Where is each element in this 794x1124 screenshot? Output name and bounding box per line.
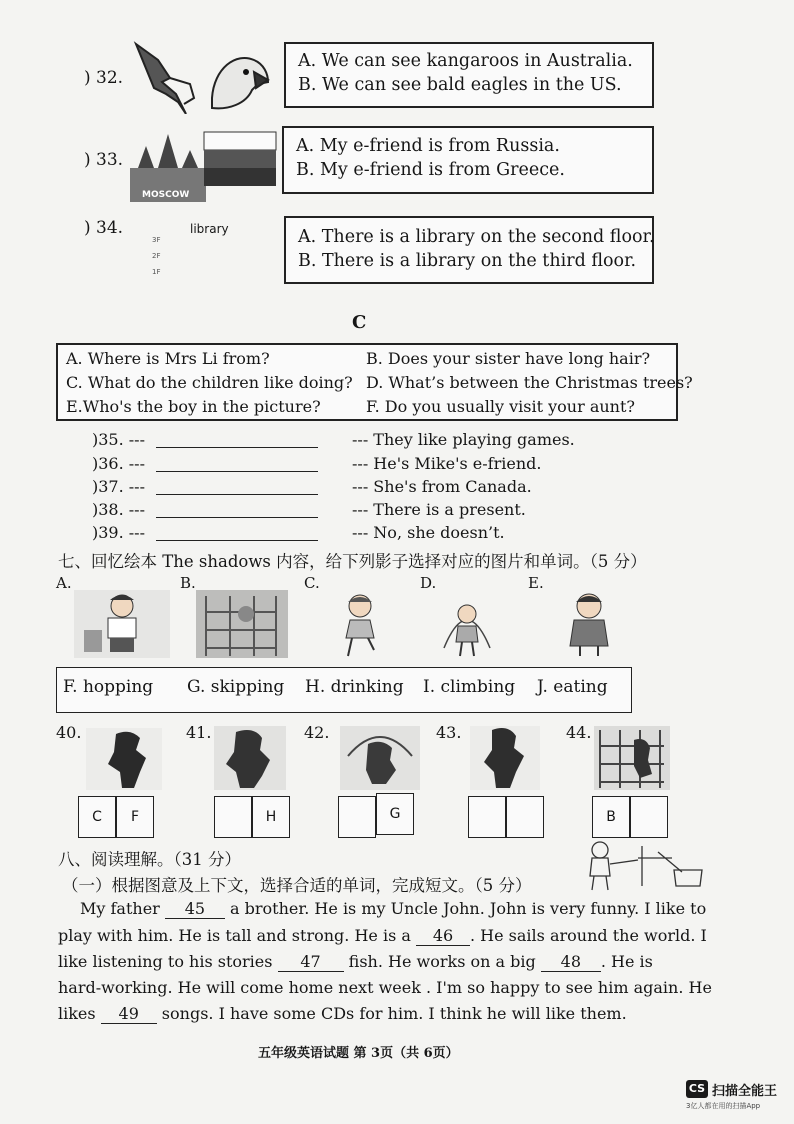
- shadow-44-number: 44.: [566, 723, 592, 742]
- shadow-41-picture-answer[interactable]: [214, 796, 252, 838]
- option-c: C. What do the children like doing?: [66, 373, 353, 392]
- q35-answer: --- They like playing games.: [352, 430, 575, 449]
- word-option-f: F. hopping: [63, 677, 154, 697]
- page-footer: 五年级英语试题 第 3页（共 6页）: [258, 1046, 459, 1061]
- library-label: library: [190, 222, 229, 236]
- picture-d-girl-skipping: [438, 598, 496, 658]
- q37-answer: --- She's from Canada.: [352, 477, 532, 496]
- pic-letter-a: A.: [56, 574, 72, 592]
- library-floor-image: library 3F 2F 1F: [152, 222, 229, 276]
- question-34-number: ) 34.: [84, 218, 124, 238]
- camscanner-app-name: 扫描全能王: [712, 1084, 778, 1099]
- shadow-42-image: [340, 726, 420, 790]
- section-8-title: 八、阅读理解。（31 分）: [58, 850, 241, 869]
- option-a: A. Where is Mrs Li from?: [66, 349, 270, 368]
- q37-number: )37. ---: [92, 477, 145, 496]
- shadow-40-picture-answer[interactable]: C: [78, 796, 116, 838]
- shadow-40-number: 40.: [56, 723, 82, 742]
- section-c-title: C: [352, 312, 367, 333]
- shadow-42-number: 42.: [304, 723, 330, 742]
- shadow-41-word-answer[interactable]: H: [252, 796, 290, 838]
- option-a: A. There is a library on the second floor.: [298, 227, 655, 247]
- q39-number: )39. ---: [92, 523, 145, 542]
- question-33-options: [282, 126, 654, 194]
- moscow-label: MOSCOW: [142, 190, 190, 200]
- camscanner-logo-icon: CS: [686, 1080, 708, 1098]
- picture-b-climbing-frame: [196, 590, 288, 658]
- option-b: B. We can see bald eagles in the US.: [298, 75, 622, 95]
- option-e: E.Who's the boy in the picture?: [66, 397, 321, 416]
- picture-e-girl: [556, 590, 622, 658]
- shadow-40-word-answer[interactable]: F: [116, 796, 154, 838]
- option-f: F. Do you usually visit your aunt?: [366, 397, 635, 416]
- blank-46[interactable]: 46: [416, 927, 470, 946]
- camscanner-tagline: 3亿人都在用的扫描App: [686, 1102, 761, 1110]
- word-options-box: [56, 667, 632, 713]
- shadow-42-word-answer[interactable]: G: [376, 793, 414, 835]
- shadow-44-picture-answer[interactable]: B: [592, 796, 630, 838]
- eagle-illustration: [128, 38, 276, 114]
- word-option-j: J. eating: [537, 677, 608, 697]
- shadow-41-number: 41.: [186, 723, 212, 742]
- option-a: A. We can see kangaroos in Australia.: [298, 51, 633, 71]
- shadow-43-number: 43.: [436, 723, 462, 742]
- section-7-title: 七、回忆绘本 The shadows 内容，给下列影子选择对应的图片和单词。（5 分）: [58, 552, 647, 571]
- section-c-options-box: [56, 343, 693, 421]
- q36-number: )36. ---: [92, 454, 145, 473]
- q39-blank[interactable]: [156, 539, 318, 541]
- passage-line-5: likes 49 songs. I have some CDs for him. I think he will like them.: [58, 1004, 627, 1023]
- passage-line-2: play with him. He is tall and strong. He is a 46 . He sails around the world. I: [58, 926, 707, 945]
- pic-letter-c: C.: [304, 574, 320, 592]
- option-b: B. My e-friend is from Greece.: [296, 160, 565, 180]
- passage-line-1: My father 45 a brother. He is my Uncle John. John is very funny. I like to: [80, 899, 707, 918]
- section-8-subtitle: （一）根据图意及上下文，选择合适的单词，完成短文。（5 分）: [62, 876, 532, 895]
- pic-letter-b: B.: [180, 574, 196, 592]
- shadow-44-image: [594, 726, 670, 790]
- q38-answer: --- There is a present.: [352, 500, 526, 519]
- pic-letter-e: E.: [528, 574, 544, 592]
- word-option-i: I. climbing: [423, 677, 516, 697]
- pic-letter-d: D.: [420, 574, 437, 592]
- q38-number: )38. ---: [92, 500, 145, 519]
- shadow-43-image: [470, 726, 540, 790]
- blank-49[interactable]: 49: [101, 1005, 157, 1024]
- blank-47[interactable]: 47: [278, 953, 344, 972]
- passage-line-4: hard-working. He will come home next week . I'm so happy to see him again. He: [58, 978, 712, 997]
- q35-number: )35. ---: [92, 430, 145, 449]
- shadow-43-picture-answer[interactable]: [468, 796, 506, 838]
- shadow-44-word-answer[interactable]: [630, 796, 668, 838]
- q39-answer: --- No, she doesn’t.: [352, 523, 505, 542]
- option-a: A. My e-friend is from Russia.: [296, 136, 560, 156]
- question-33-number: ) 33.: [84, 150, 124, 170]
- shadow-41-image: [214, 726, 286, 790]
- q38-blank[interactable]: [156, 516, 318, 518]
- q35-blank[interactable]: [156, 446, 318, 448]
- shadow-40-image: [86, 728, 162, 790]
- moscow-russia-image: [128, 128, 278, 204]
- word-option-g: G. skipping: [187, 677, 285, 697]
- option-b: B. There is a library on the third floor.: [298, 251, 637, 271]
- blank-45[interactable]: 45: [165, 900, 225, 919]
- q36-blank[interactable]: [156, 470, 318, 472]
- picture-a-boy: [74, 590, 170, 658]
- shadow-42-picture-answer[interactable]: [338, 796, 376, 838]
- question-32-options: [284, 42, 654, 108]
- q37-blank[interactable]: [156, 493, 318, 495]
- word-option-h: H. drinking: [305, 677, 404, 697]
- passage-line-3: like listening to his stories 47 fish. He works on a big 48 . He is: [58, 952, 653, 971]
- sailor-sketch: [562, 838, 706, 892]
- picture-c-girl-hopping: [330, 592, 388, 658]
- blank-48[interactable]: 48: [541, 953, 601, 972]
- question-32-number: ) 32.: [84, 68, 124, 88]
- q36-answer: --- He's Mike's e-friend.: [352, 454, 542, 473]
- question-34-options: [284, 216, 654, 284]
- option-b: B. Does your sister have long hair?: [366, 349, 651, 368]
- option-d: D. What’s between the Christmas trees?: [366, 373, 693, 392]
- shadow-43-word-answer[interactable]: [506, 796, 544, 838]
